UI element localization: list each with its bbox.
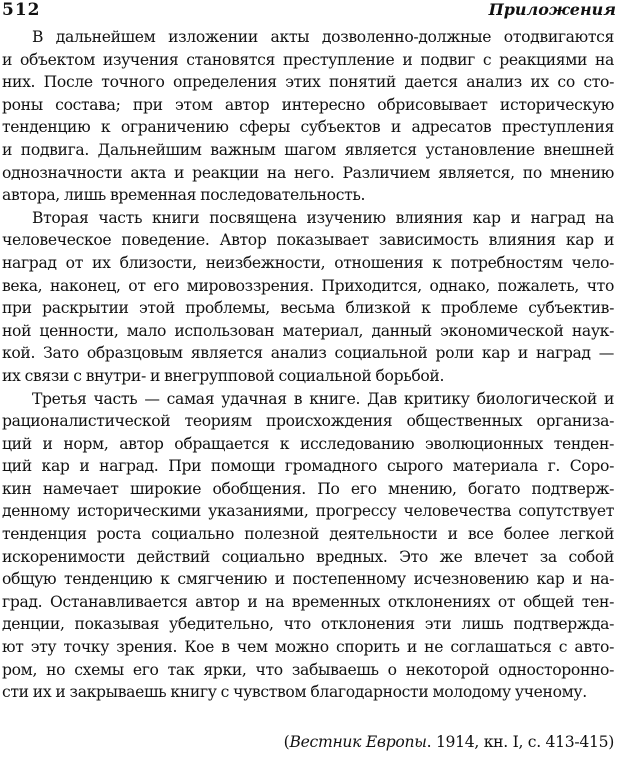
text-line: человеческое поведение. Автор показывает зависимость влияния кар и [2, 231, 614, 250]
text-line: века, наконец, от его мировоззрения. Приходится, однако, пожалеть, что [2, 276, 614, 295]
text-line: Третья часть — самая удачная в книге. Дав критику биологической и [32, 389, 614, 408]
text-line: кин намечает широкие обобщения. По его мнению, богато подтверж- [2, 479, 614, 498]
section-title: Приложения [488, 0, 616, 19]
citation [284, 733, 614, 751]
text-line: сти их и закрываешь книгу с чувством благодарности молодому ученому. [2, 683, 587, 702]
citation-open: ( [283, 733, 290, 751]
text-line: искоренимости действий социально вредных. Это же влечет за собой [2, 547, 614, 566]
text-line: общую тенденцию к смягчению и постепенному исчезновению кар и на- [2, 570, 614, 589]
text-line: ют эту точку зрения. Кое в чем можно спорить и не соглашаться с авто- [2, 638, 614, 657]
text-line: однозначности акта и реакции на него. Различием является, по мнению [2, 163, 614, 182]
citation-details: . 1914, кн. I, с. 413-415) [426, 733, 614, 751]
citation-journal: Вестник Европы [289, 733, 427, 751]
text-line: роны состава; при этом автор интересно обрисовывает историческую [2, 95, 614, 114]
text-line: них. После точного определения этих понятий дается анализ их со сто- [2, 73, 614, 92]
text-line: наград от их близости, неизбежности, отношения к потребностям чело- [2, 253, 614, 272]
text-line: В дальнейшем изложении акты дозволенно-должные отодвигаются [32, 28, 614, 46]
text-line: Вторая часть книги посвящена изучению влияния кар и наград на [32, 208, 614, 227]
text-line: денному историческими указаниями, прогрессу человечества сопутствует [2, 502, 614, 521]
text-line: автора, лишь временная последовательность. [2, 186, 366, 205]
text-line: их связи с внутри- и внегрупповой социальной борьбой. [2, 366, 445, 385]
text-line: кой. Зато образцовым является анализ социальной роли кар и наград — [2, 344, 614, 363]
running-head [2, 0, 616, 26]
text-line: тенденция роста социально полезной деятельности и все более легкой [2, 525, 614, 544]
text-line: тенденцию к ограничению сферы субъектов и адресатов преступления [2, 118, 614, 137]
paragraph-1 [2, 26, 614, 207]
text-line: ций кар и наград. При помощи громадного сырого материала г. Соро- [2, 457, 614, 476]
page-number: 512 [2, 0, 41, 20]
text-line: ций и норм, автор обращается к исследованию эволюционных тенден- [2, 434, 614, 453]
paragraph-2 [2, 207, 614, 388]
text-line: град. Останавливается автор и на временных отклонениях от общей тен- [2, 592, 614, 611]
text-line: и объектом изучения становятся преступление и подвиг с реакциями на [2, 50, 614, 69]
text-line: денции, показывая убедительно, что отклонения эти лишь подтвержда- [2, 615, 614, 634]
body-text [2, 26, 614, 704]
paragraph-3 [2, 388, 614, 704]
text-line: ром, но схемы его так ярки, что забываешь о некоторой односторонно- [2, 660, 614, 679]
text-line: ной ценности, мало использован материал, данный экономической наук- [2, 321, 614, 340]
text-line: рационалистической теориям происхождения общественных организа- [2, 412, 614, 431]
text-line: и подвига. Дальнейшим важным шагом является установление внешней [2, 140, 614, 159]
text-line: при раскрытии этой проблемы, весьма близкой к проблеме субъектив- [2, 299, 614, 318]
